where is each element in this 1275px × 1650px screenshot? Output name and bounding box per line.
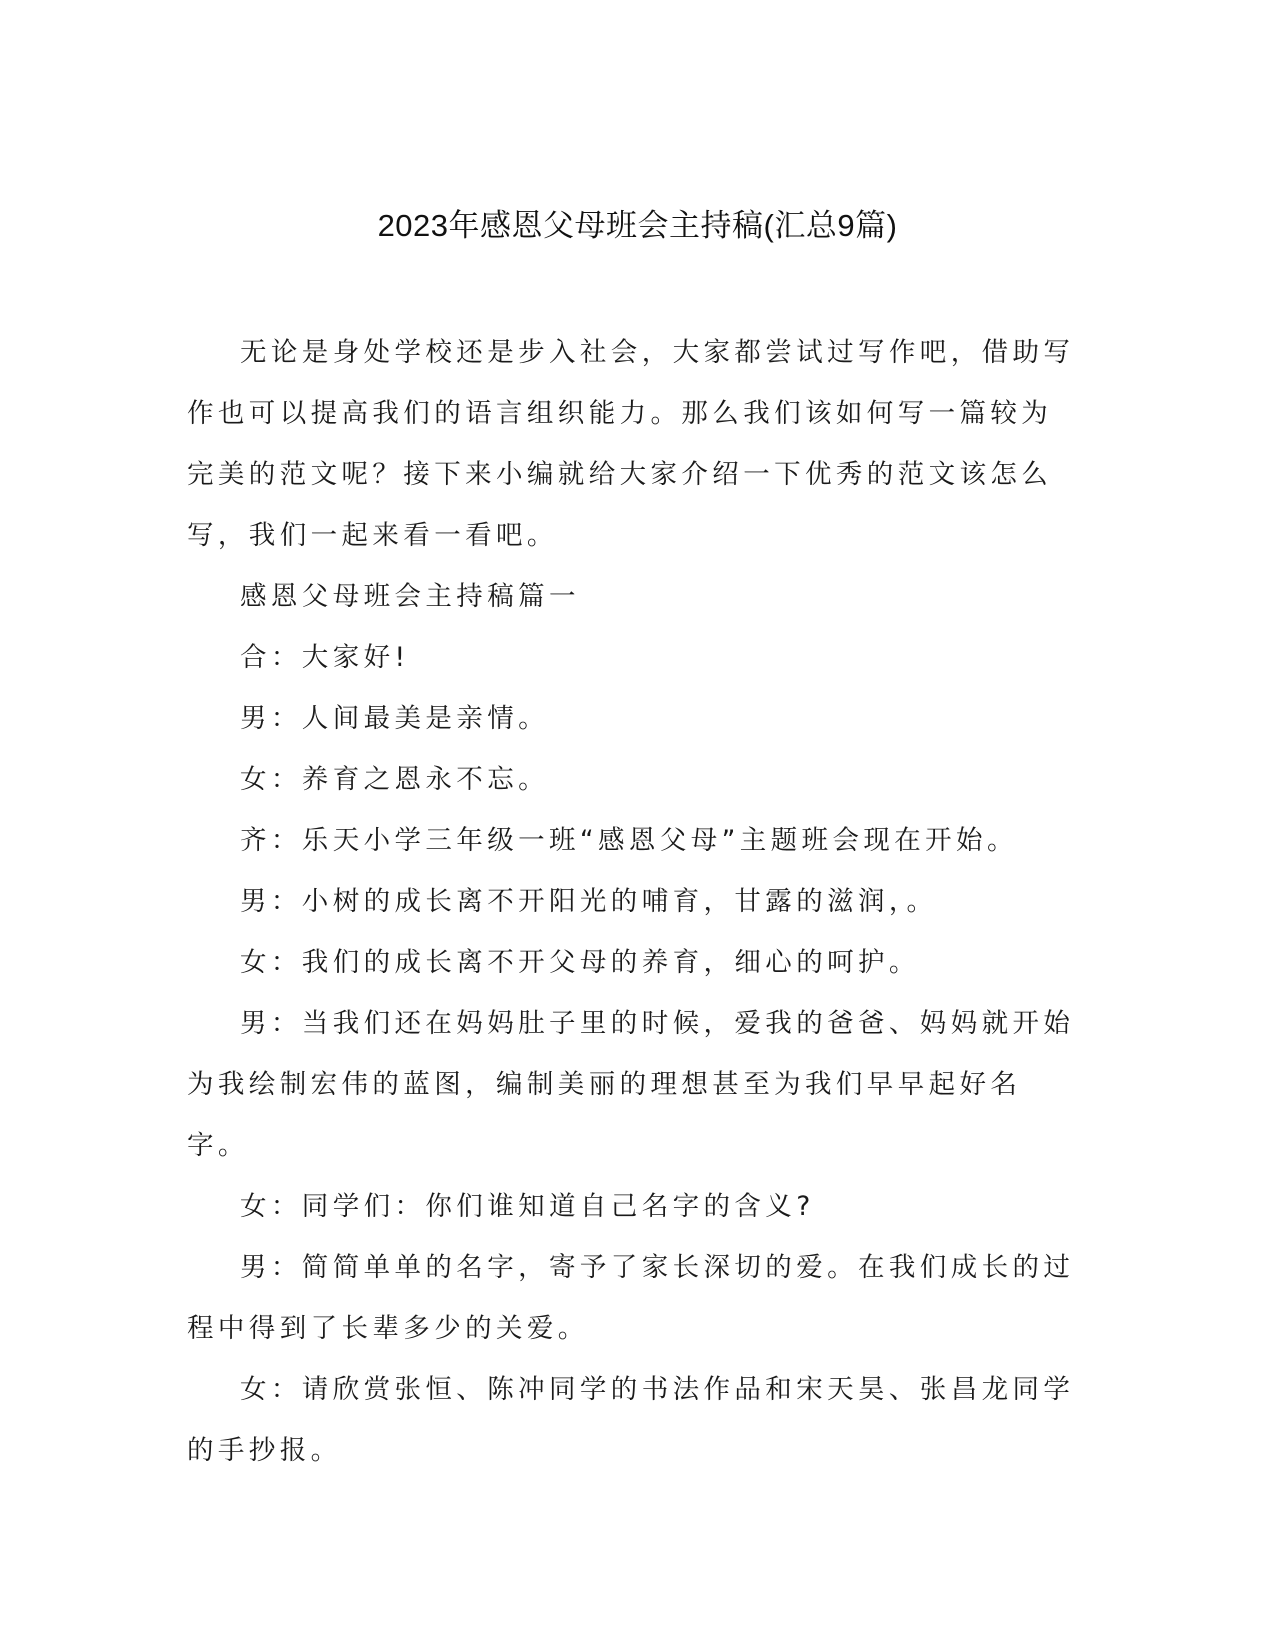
script-line: 男：当我们还在妈妈肚子里的时候，爱我的爸爸、妈妈就开始为我绘制宏伟的蓝图，编制美丽的理想甚至为我们早早起好名字。 [187, 1008, 1075, 1161]
section-heading: 感恩父母班会主持稿篇一 [240, 581, 580, 612]
script-line: 男：人间最美是亲情。 [240, 703, 549, 734]
script-line: 女：请欣赏张恒、陈冲同学的书法作品和宋天昊、张昌龙同学的手抄报。 [187, 1374, 1075, 1466]
intro-paragraph: 无论是身处学校还是步入社会，大家都尝试过写作吧，借助写作也可以提高我们的语言组织能力。那么我们该如何写一篇较为完美的范文呢？接下来小编就给大家介绍一下优秀的范文该怎么写，我们一起来看一看吧。 [187, 337, 1075, 551]
script-line: 合：大家好! [240, 642, 410, 673]
script-line: 女：养育之恩永不忘。 [240, 764, 549, 795]
script-line: 齐：乐天小学三年级一班“感恩父母”主题班会现在开始。 [240, 825, 1018, 856]
script-line: 女：我们的成长离不开父母的养育，细心的呵护。 [240, 947, 920, 978]
document-body [187, 322, 1082, 1481]
script-line: 男：小树的成长离不开阳光的哺育，甘露的滋润，。 [240, 886, 938, 917]
document-title: 2023年感恩父母班会主持稿(汇总9篇) [377, 208, 898, 243]
script-line: 女：同学们：你们谁知道自己名字的含义? [240, 1191, 815, 1222]
script-line: 男：简简单单的名字，寄予了家长深切的爱。在我们成长的过程中得到了长辈多少的关爱。 [187, 1252, 1075, 1344]
